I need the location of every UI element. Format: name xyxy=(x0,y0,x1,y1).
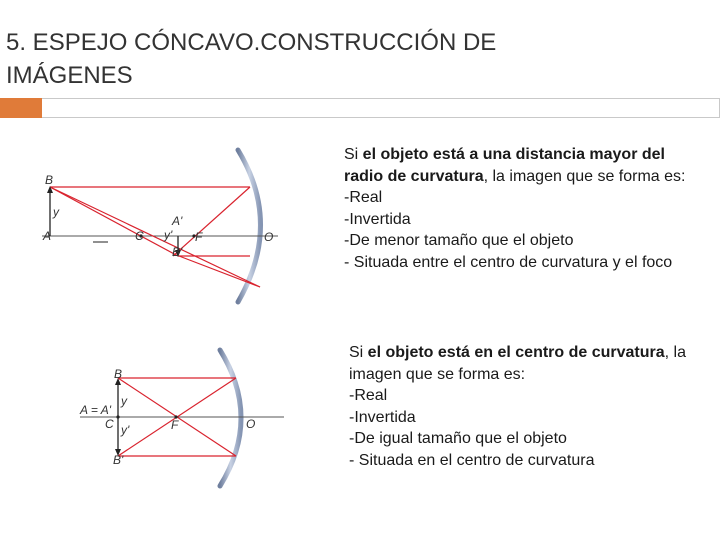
label-C: C xyxy=(105,417,114,431)
list-item: -De menor tamaño que el objeto xyxy=(344,232,574,250)
label-A-eq: A = A' xyxy=(80,403,112,417)
description-intro xyxy=(344,144,694,187)
title-accent-bar xyxy=(42,98,720,118)
title-line-1: 5. ESPEJO CÓNCAVO.CONSTRUCCIÓN DE xyxy=(6,29,497,56)
list-item: -Real xyxy=(349,387,388,405)
label-y: y xyxy=(53,205,59,219)
list-item: - Situada entre el centro de curvatura y el foco xyxy=(344,253,673,271)
label-B: B xyxy=(45,173,54,187)
label-O: O xyxy=(246,417,256,431)
label-y-prime: y' xyxy=(164,228,173,242)
slide-title xyxy=(6,26,646,92)
label-F: F xyxy=(195,230,203,244)
label-y-prime: y' xyxy=(121,423,130,437)
intro-bold-text: el objeto está a una distancia mayor del radio de curvatura xyxy=(344,146,665,185)
list-item: -Invertida xyxy=(344,210,411,228)
diagram-object-at-center xyxy=(78,346,298,496)
diagram-object-beyond-center xyxy=(38,144,328,314)
list-item: -De igual tamaño que el objeto xyxy=(349,430,567,448)
title-line-2: IMÁGENES xyxy=(6,62,133,89)
light-rays xyxy=(50,187,260,287)
description-object-beyond-center xyxy=(344,144,694,274)
label-A-prime: A' xyxy=(172,214,183,228)
intro-bold-text: el objeto está en el centro de curvatura xyxy=(367,344,665,361)
description-object-at-center xyxy=(349,342,689,472)
label-A: A xyxy=(43,229,52,243)
label-F: F xyxy=(171,418,179,432)
label-B-prime: B' xyxy=(113,453,124,467)
intro-text: Si xyxy=(344,146,363,163)
list-item: -Real xyxy=(344,189,383,207)
title-accent-block xyxy=(0,98,42,118)
label-C: C xyxy=(135,229,144,243)
intro-text-end: , la imagen que se forma es: xyxy=(349,344,686,383)
concave-mirror xyxy=(238,150,261,302)
list-item: - Situada en el centro de curvatura xyxy=(349,451,595,469)
label-y: y xyxy=(121,394,127,408)
concave-mirror xyxy=(220,350,241,486)
description-intro xyxy=(349,342,689,385)
label-O: O xyxy=(264,230,274,244)
label-B-prime: B' xyxy=(172,245,183,259)
center-point xyxy=(116,415,119,418)
intro-text: Si xyxy=(349,344,368,361)
label-B: B xyxy=(114,367,123,381)
intro-text-end: , la imagen que se forma es: xyxy=(483,167,686,185)
list-item: -Invertida xyxy=(349,408,416,426)
